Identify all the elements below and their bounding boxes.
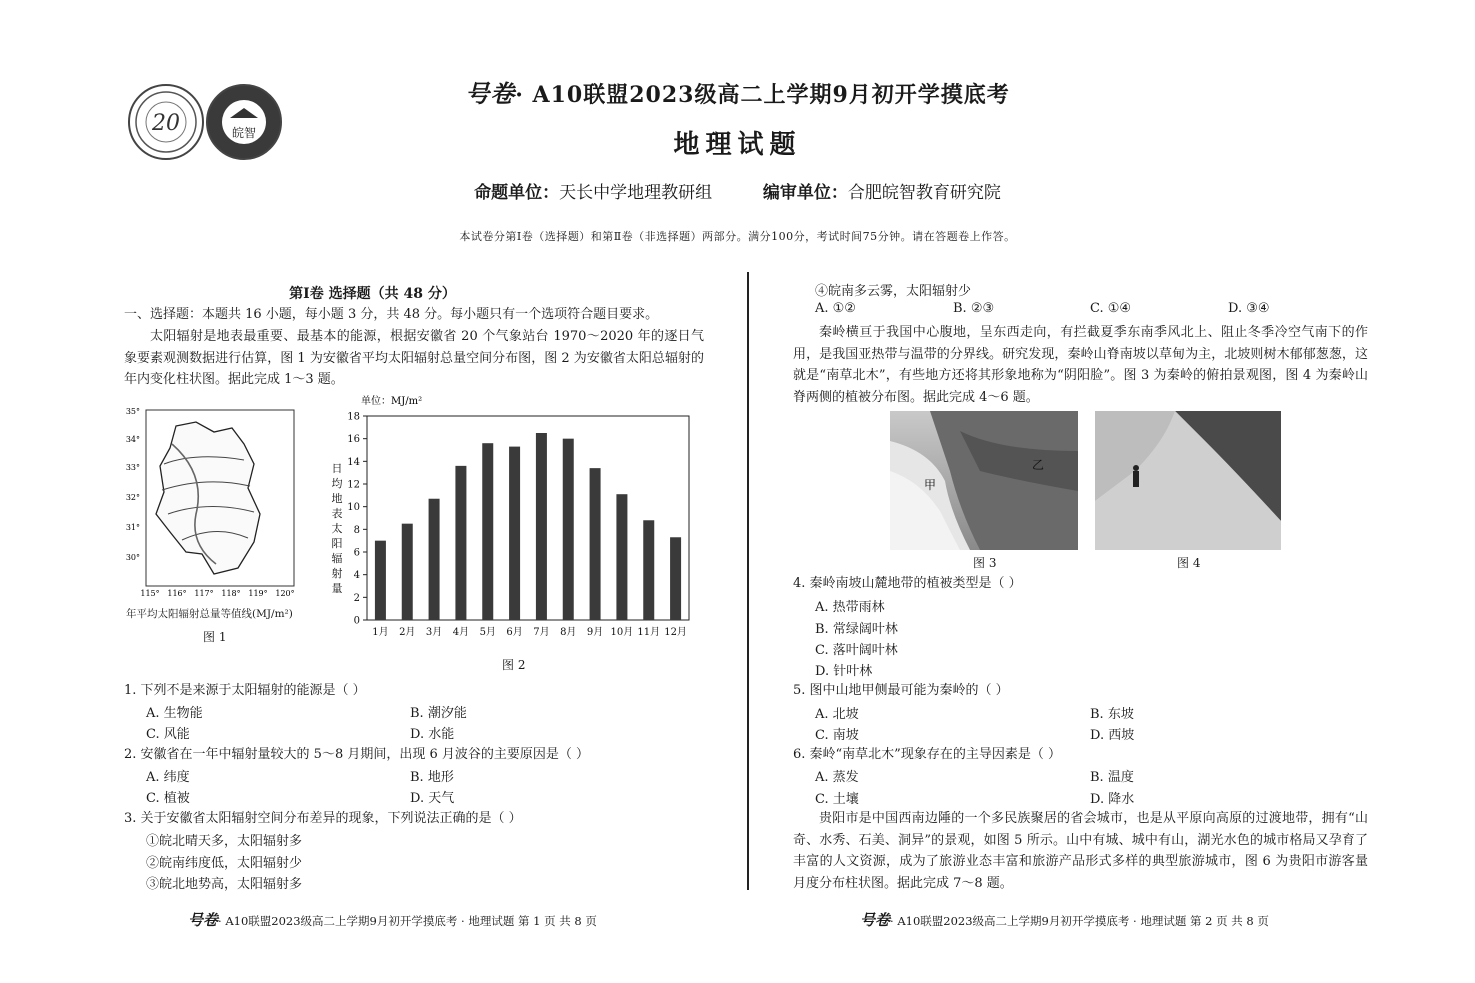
chart-plot-frame — [367, 416, 689, 620]
chart-unit-label: 单位：MJ/m² — [361, 396, 423, 407]
y-tick-label: 0 — [353, 615, 360, 627]
footer-left-text: · A10联盟2023级高二上学期9月初开学摸底考 · 地理试题 第 1 页 共 8 页 — [218, 914, 597, 928]
y-tick-label: 16 — [347, 434, 360, 446]
y-axis-label-char: 辐 — [331, 552, 343, 565]
map-lat-tick: 31° — [126, 523, 140, 532]
y-axis-label-char: 均 — [331, 477, 343, 490]
y-tick-label: 8 — [353, 524, 360, 536]
q2-option-a[interactable]: A. 纬度 — [146, 770, 190, 785]
figure-2-chart — [325, 392, 705, 650]
wanzhi-logo-text: 皖智 — [232, 126, 257, 140]
map-province-outline — [156, 422, 260, 574]
stem-3: 贵阳市是中国西南边陲的一个多民族聚居的省会城市，也是从平原向高原的过渡地带，拥有“山奇、水秀、石美、洞异”的景观，如图 5 所示。山中有城、城中有山，湖光水色的城市格局又孕育了丰富的人文资源，成为了旅游业态丰富和旅游产品形式多样的典型旅游城市，图 6 为贵阳市游客量月度分布柱状图。据此完成 7～8 题。 — [793, 811, 1368, 891]
q5-option-b[interactable]: B. 东坡 — [1090, 707, 1134, 722]
q5-option-c[interactable]: C. 南坡 — [815, 728, 859, 743]
map-lon-tick: 115° — [140, 589, 160, 598]
map-lon-tick: 118° — [221, 589, 241, 598]
hiker-figure — [1133, 471, 1139, 487]
x-tick-label: 3月 — [425, 627, 443, 638]
map-lat-tick: 35° — [126, 407, 140, 416]
q3-statement-1: ①皖北晴天多，太阳辐射多 — [146, 834, 303, 849]
bar-2月 — [402, 524, 413, 620]
bar-7月 — [536, 433, 547, 620]
figure-1-map — [126, 404, 306, 604]
brand-mark: 号卷 — [465, 79, 516, 108]
fig3-mark-jia: 甲 — [924, 478, 937, 492]
q5-option-a[interactable]: A. 北坡 — [815, 707, 859, 722]
y-axis-label-char: 日 — [331, 462, 343, 475]
bar-10月 — [616, 494, 627, 620]
q4-option-c[interactable]: C. 落叶阔叶林 — [815, 643, 898, 658]
y-tick-label: 10 — [347, 502, 360, 514]
q2-option-d[interactable]: D. 天气 — [410, 791, 455, 806]
question-2: 2. 安徽省在一年中辐射量较大的 5～8 月期间，出现 6 月波谷的主要原因是（ ） — [124, 747, 590, 762]
y-axis-label-char: 射 — [331, 567, 343, 580]
figure-4-photo — [1095, 411, 1281, 550]
figure-2-label: 图 2 — [502, 658, 526, 672]
y-tick-label: 2 — [353, 592, 360, 604]
figure-3-photo — [890, 411, 1078, 550]
x-tick-label: 5月 — [479, 627, 496, 638]
svg-text:20: 20 — [152, 111, 180, 136]
x-tick-label: 8月 — [560, 627, 577, 638]
q3-statement-3: ③皖北地势高，太阳辐射多 — [146, 877, 303, 892]
q3-option-a[interactable]: A. ①② — [815, 301, 856, 316]
question-6: 6. 秦岭“南草北木”现象存在的主导因素是（ ） — [793, 747, 1061, 762]
x-tick-label: 7月 — [533, 627, 550, 638]
x-tick-label: 9月 — [586, 627, 604, 638]
q2-option-c[interactable]: C. 植被 — [146, 791, 190, 806]
x-tick-label: 1月 — [372, 627, 389, 638]
question-3: 3. 关于安徽省太阳辐射空间分布差异的现象，下列说法正确的是（ ） — [124, 811, 522, 826]
y-axis-label-char: 表 — [331, 507, 343, 520]
y-axis-label-char: 地 — [331, 492, 343, 505]
exam-title-text: · A10联盟2023级高二上学期9月初开学摸底考 — [515, 82, 1010, 108]
q6-option-b[interactable]: B. 温度 — [1090, 770, 1134, 785]
footer-right-text: · A10联盟2023级高二上学期9月初开学摸底考 · 地理试题 第 2 页 共 8 页 — [890, 914, 1269, 928]
footer-right — [860, 909, 1269, 930]
q3-option-c[interactable]: C. ①④ — [1090, 301, 1132, 316]
question-1: 1. 下列不是来源于太阳辐射的能源是（ ） — [124, 683, 366, 698]
x-tick-label: 2月 — [399, 627, 416, 638]
q4-option-a[interactable]: A. 热带雨林 — [815, 600, 885, 615]
fig3-mark-yi: 乙 — [1032, 458, 1045, 472]
question-5: 5. 图中山地甲侧最可能为秦岭的（ ） — [793, 683, 1009, 698]
map-lat-tick: 30° — [126, 553, 140, 562]
q3-option-b[interactable]: B. ②③ — [953, 301, 995, 316]
subject-title: 地理试题 — [673, 130, 802, 160]
section-intro: 一、选择题：本题共 16 小题，每小题 3 分，共 48 分。每小题只有一个选项符合题目要求。 — [124, 307, 659, 322]
x-tick-label: 6月 — [506, 627, 523, 638]
map-lon-tick: 116° — [167, 589, 187, 598]
question-4: 4. 秦岭南坡山麓地带的植被类型是（ ） — [793, 576, 1022, 591]
bar-1月 — [375, 541, 386, 620]
bar-chart — [325, 392, 705, 650]
y-axis-label-char: 阳 — [331, 537, 343, 550]
footer-left-brand: 号卷 — [188, 911, 219, 929]
footer-left — [188, 909, 597, 930]
author-label: 命题单位： — [474, 183, 560, 203]
authors-line — [0, 178, 1475, 203]
q6-option-a[interactable]: A. 蒸发 — [815, 770, 859, 785]
instructions: 本试卷分第Ⅰ卷（选择题）和第Ⅱ卷（非选择题）两部分。满分100分，考试时间75分钟。请在答题卷上作答。 — [459, 230, 1016, 243]
map-lon-tick: 119° — [248, 589, 268, 598]
map-lat-tick: 32° — [126, 493, 140, 502]
q2-option-b[interactable]: B. 地形 — [410, 770, 454, 785]
x-tick-label: 10月 — [610, 627, 634, 638]
map-lon-tick: 120° — [275, 589, 295, 598]
q3-statement-2: ②皖南纬度低，太阳辐射少 — [146, 856, 303, 871]
bar-12月 — [670, 537, 681, 620]
stem-1: 太阳辐射是地表最重要、最基本的能源，根据安徽省 20 个气象站台 1970～2020 年的逐日气象要素观测数据进行估算，图 1 为安徽省平均太阳辐射总量空间分布图，图 2 为安徽省太阳总辐射的年内变化柱状图。据此完成 1～3 题。 — [124, 329, 704, 387]
footer-right-brand: 号卷 — [860, 911, 891, 929]
stem-2: 秦岭横亘于我国中心腹地，呈东西走向，有拦截夏季东南季风北上、阻止冬季冷空气南下的作用，是我国亚热带与温带的分界线。研究发现，秦岭山脊南坡以草甸为主，北坡则树木郁郁葱葱，这就是“南草北木”，有些地方还将其形象地称为“阴阳脸”。图 3 为秦岭的俯拍景观图，图 4 为秦岭山脊两侧的植被分布图。据此完成 4～6 题。 — [793, 325, 1368, 405]
bar-6月 — [509, 447, 520, 620]
map-lat-tick: 34° — [126, 435, 140, 444]
x-tick-label: 12月 — [664, 627, 687, 638]
q1-option-a[interactable]: A. 生物能 — [146, 706, 203, 721]
q5-option-d[interactable]: D. 西坡 — [1090, 728, 1135, 743]
q3-option-d[interactable]: D. ③④ — [1228, 301, 1270, 316]
reviewer-label: 编审单位： — [762, 183, 848, 203]
figure-1-label: 图 1 — [203, 630, 227, 644]
bar-9月 — [590, 468, 601, 620]
column-divider — [747, 272, 749, 890]
q4-option-d[interactable]: D. 针叶林 — [815, 664, 873, 679]
bar-5月 — [482, 443, 493, 620]
exam-title — [0, 74, 1475, 109]
q6-option-c[interactable]: C. 土壤 — [815, 792, 859, 807]
bar-8月 — [563, 439, 574, 620]
q3-statement-4: ④皖南多云雾，太阳辐射少 — [815, 284, 972, 299]
bar-4月 — [455, 466, 466, 620]
y-tick-label: 6 — [353, 547, 360, 559]
map-lat-tick: 33° — [126, 463, 140, 472]
figure-4-label: 图 4 — [1177, 556, 1201, 570]
map-lon-tick: 117° — [194, 589, 214, 598]
y-axis-label-char: 量 — [331, 582, 343, 595]
y-tick-label: 12 — [347, 479, 360, 491]
y-tick-label: 4 — [353, 570, 360, 582]
bar-3月 — [429, 499, 440, 620]
y-tick-label: 14 — [347, 456, 360, 468]
q1-option-d[interactable]: D. 水能 — [410, 727, 455, 742]
q1-option-c[interactable]: C. 风能 — [146, 727, 190, 742]
x-tick-label: 4月 — [452, 627, 470, 638]
y-tick-label: 18 — [347, 411, 360, 423]
figure-3-label: 图 3 — [973, 556, 997, 570]
author: 天长中学地理教研组 — [559, 183, 713, 203]
q4-option-b[interactable]: B. 常绿阔叶林 — [815, 622, 898, 637]
x-tick-label: 11月 — [637, 627, 661, 638]
reviewer: 合肥皖智教育研究院 — [847, 183, 1001, 203]
bar-11月 — [643, 520, 654, 620]
y-axis-label-char: 太 — [331, 522, 343, 535]
q6-option-d[interactable]: D. 降水 — [1090, 792, 1135, 807]
section-title: 第Ⅰ卷 选择题（共 48 分） — [289, 286, 456, 302]
q1-option-b[interactable]: B. 潮汐能 — [410, 706, 467, 721]
figure-1-caption: 年平均太阳辐射总量等值线(MJ/m²) — [126, 608, 293, 620]
